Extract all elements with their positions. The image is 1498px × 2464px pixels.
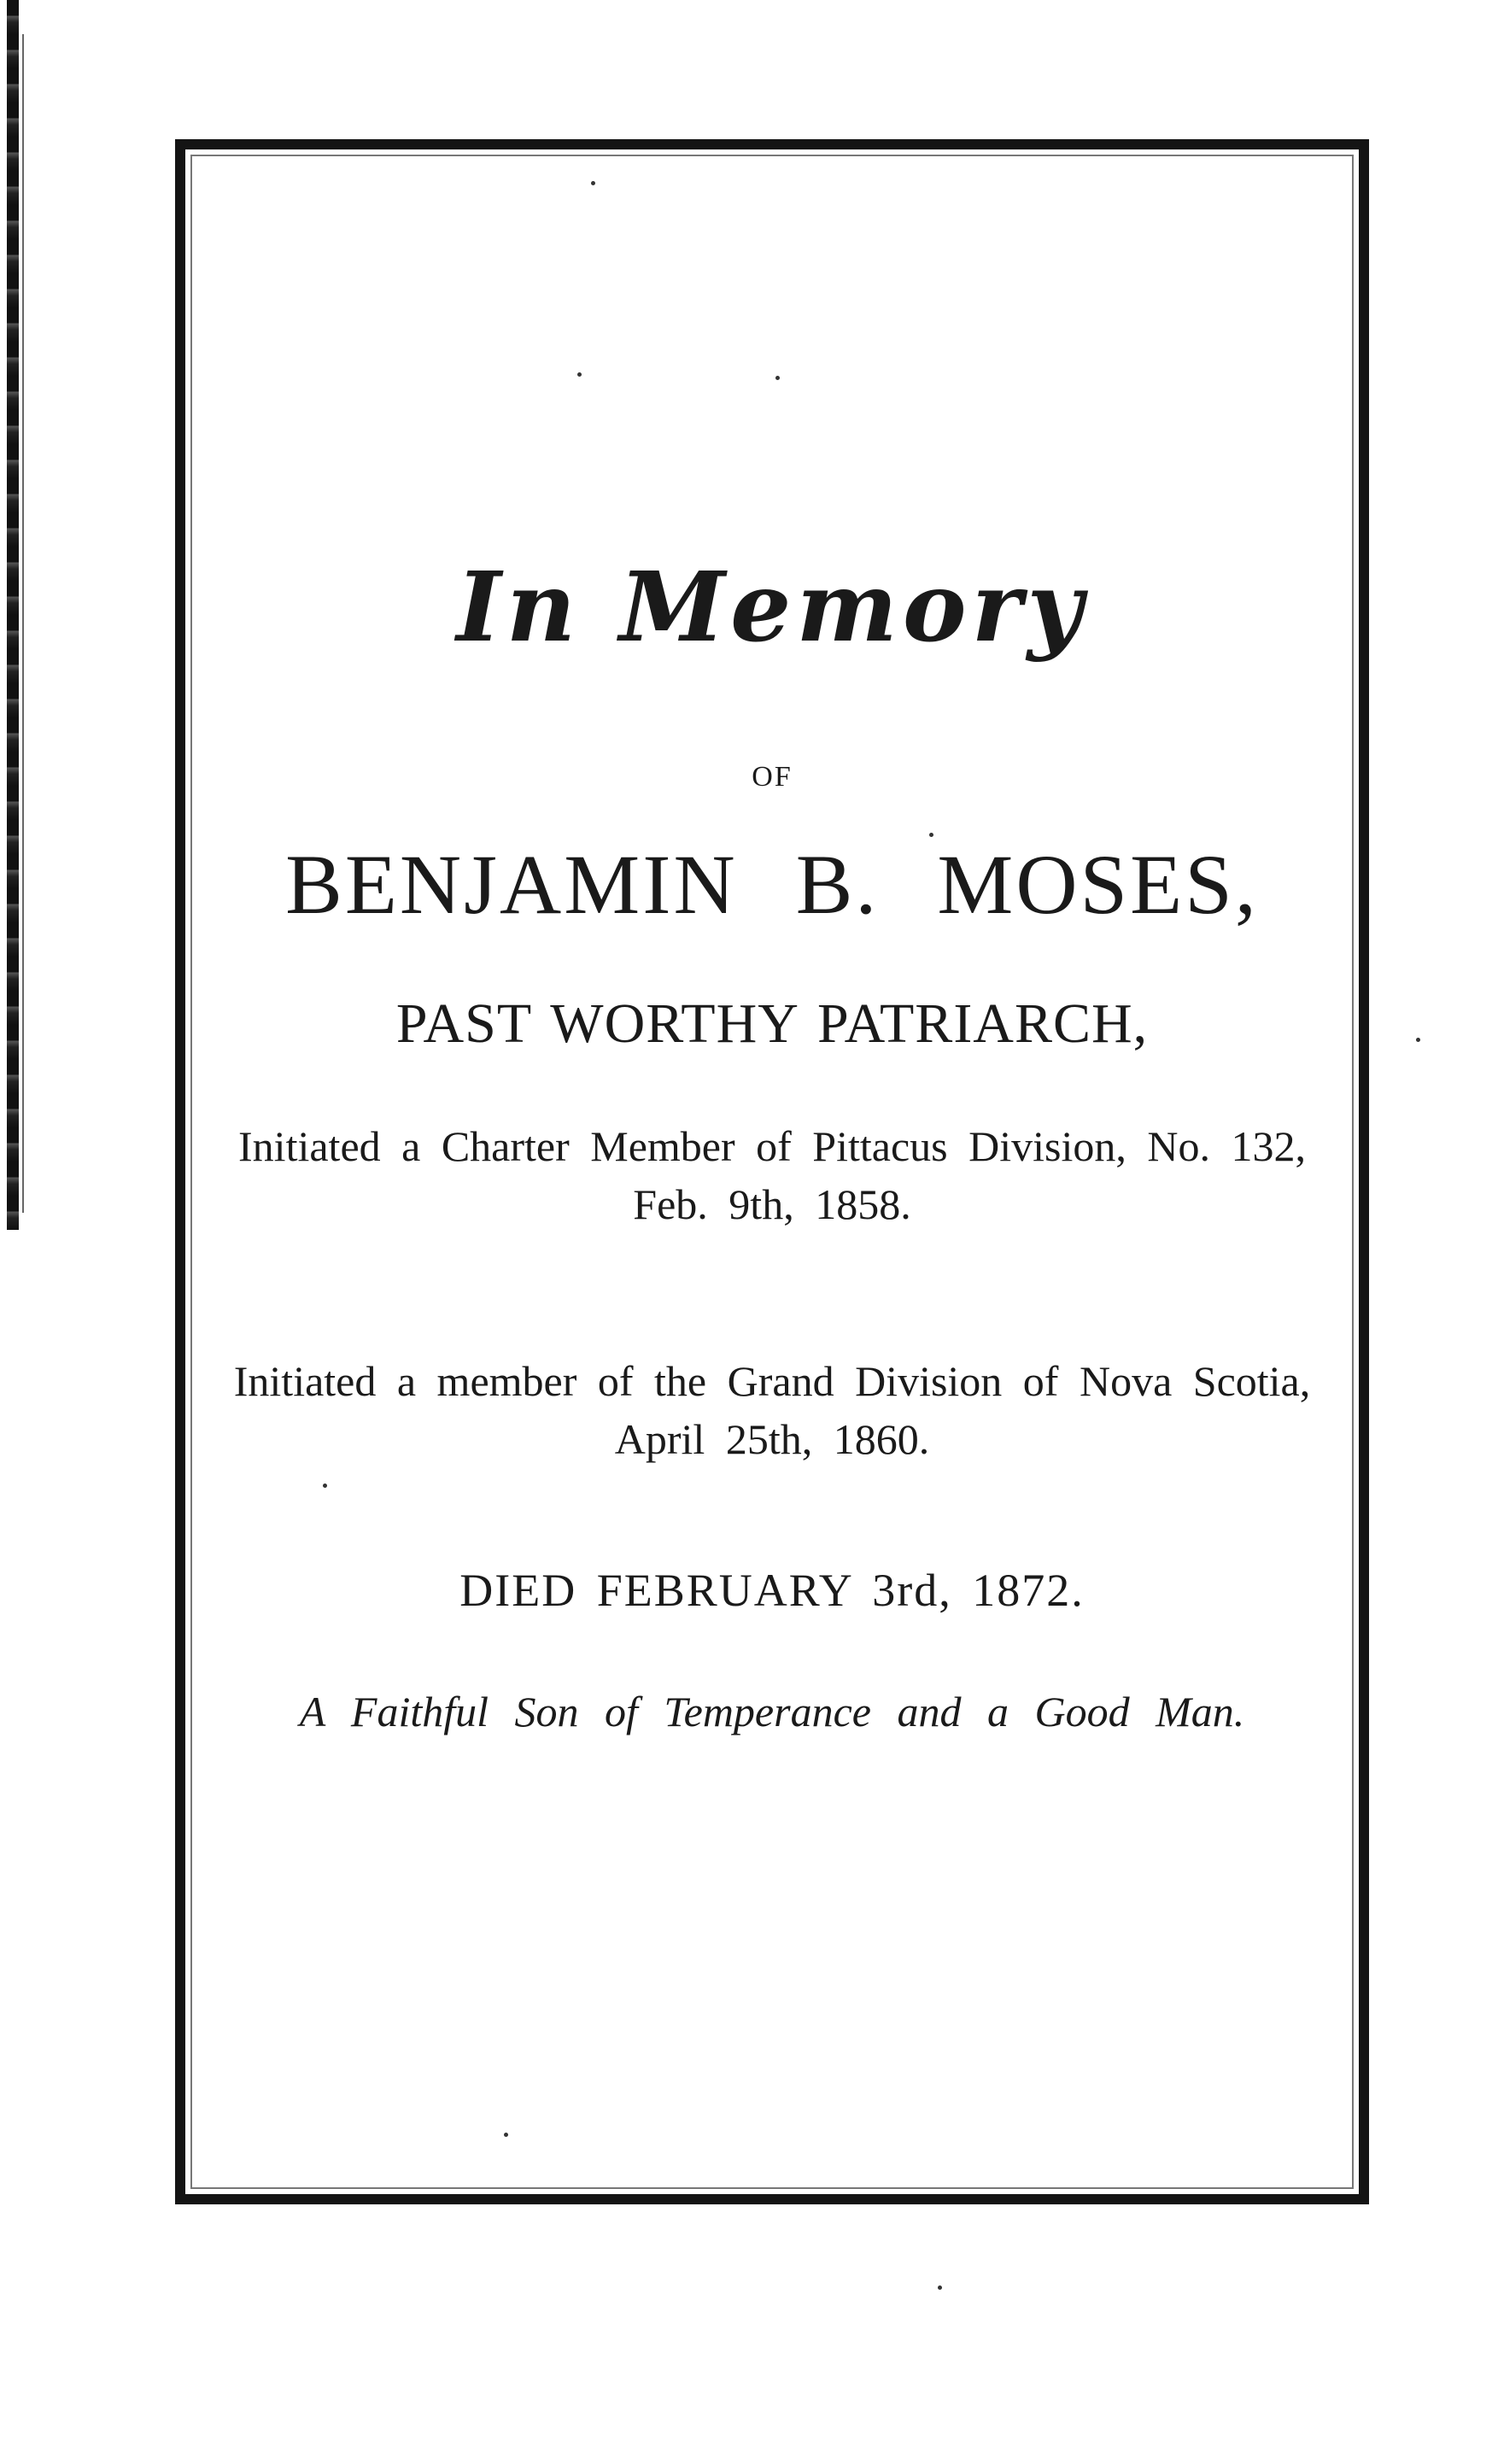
- memorial-heading: In Memory: [456, 552, 1088, 664]
- memorial-frame-inner-rule: [190, 155, 1354, 2189]
- epitaph-motto: A Faithful Son of Temperance and a Good Man.: [299, 1688, 1245, 1735]
- grand-division-line: Initiated a member of the Grand Division of Nova Scotia,: [233, 1357, 1311, 1405]
- print-speck: [938, 2285, 942, 2290]
- deceased-name: BENJAMIN B. MOSES,: [285, 837, 1259, 932]
- charter-membership-line: Initiated a Charter Member of Pittacus Division, No. 132,: [238, 1122, 1306, 1170]
- of-connector: OF: [752, 761, 793, 793]
- print-speck: [577, 372, 582, 377]
- rank-title: PAST WORTHY PATRIARCH,: [395, 992, 1149, 1055]
- scan-edge-shadow: [7, 0, 19, 1230]
- grand-division-date: April 25th, 1860.: [614, 1415, 930, 1463]
- charter-membership-date: Feb. 9th, 1858.: [633, 1180, 911, 1228]
- print-speck: [323, 1484, 327, 1488]
- print-speck: [504, 2133, 508, 2137]
- scan-edge-line: [22, 34, 24, 1213]
- print-speck: [929, 833, 933, 837]
- print-speck: [1416, 1038, 1420, 1042]
- print-speck: [591, 181, 595, 185]
- death-date: DIED FEBRUARY 3rd, 1872.: [459, 1565, 1085, 1616]
- print-speck: [775, 376, 780, 380]
